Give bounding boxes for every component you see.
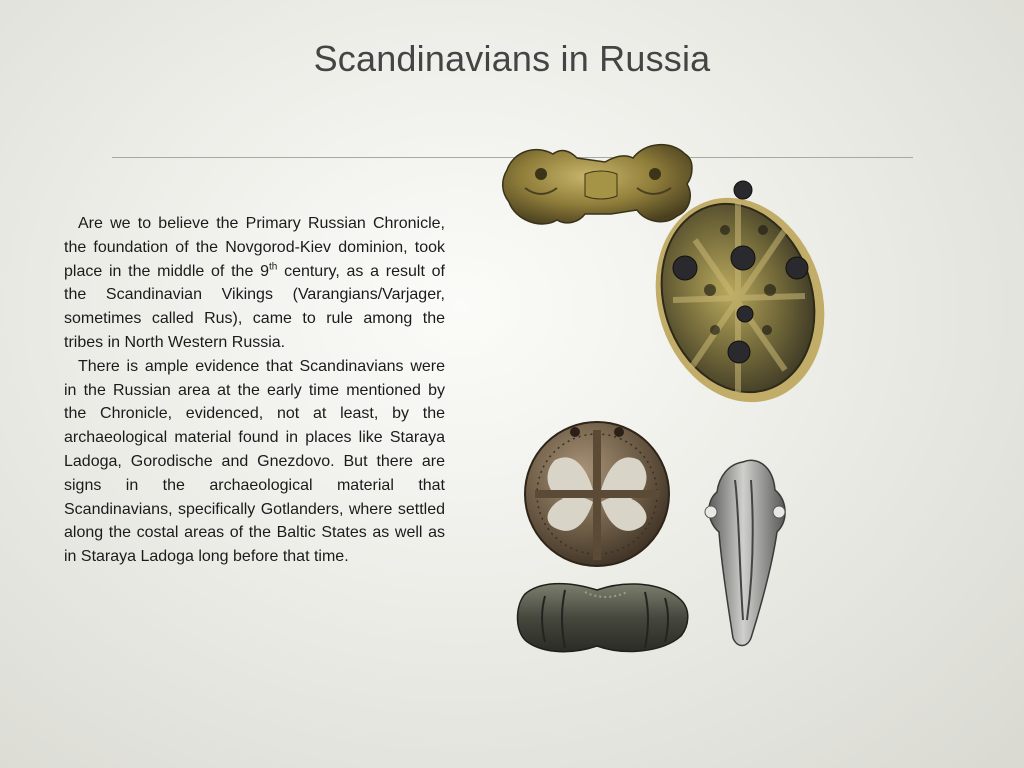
round-openwork-brooch [525, 422, 669, 566]
paragraph-1-text: Are we to believe the Primary Russian Chronicle, the foundation of the Novgorod-Kiev dominion, took place in the middle of the 9 [64, 215, 445, 280]
artifacts-photo [495, 130, 835, 670]
body-text [64, 212, 445, 569]
animal-head-bar-brooch [503, 145, 692, 224]
paragraph-1-text-rest: century, as a result of the Scandinavian Vikings (Varangians/Varjager, sometimes called Rus), came to rule among the tribes in North Western Russia. [64, 262, 446, 351]
paragraph-2: There is ample evidence that Scandinavians were in the Russian area at the early time mentioned by the Chronicle, evidenced, not at least, by the archaeological material found in places like Staraya Ladoga, Gorodische and Gnezdovo. But there are signs in the archaeological material that Scandinavians, specifically Gotlanders, where settled along the costal areas of the Baltic States as well as in Staraya Ladoga long before that time. [64, 357, 445, 566]
barrel-bead [518, 584, 688, 652]
silver-pendant [705, 460, 785, 645]
slide-title: Scandinavians in Russia [313, 38, 711, 79]
superscript-th: th [268, 261, 278, 273]
paragraph-1 [64, 212, 445, 355]
